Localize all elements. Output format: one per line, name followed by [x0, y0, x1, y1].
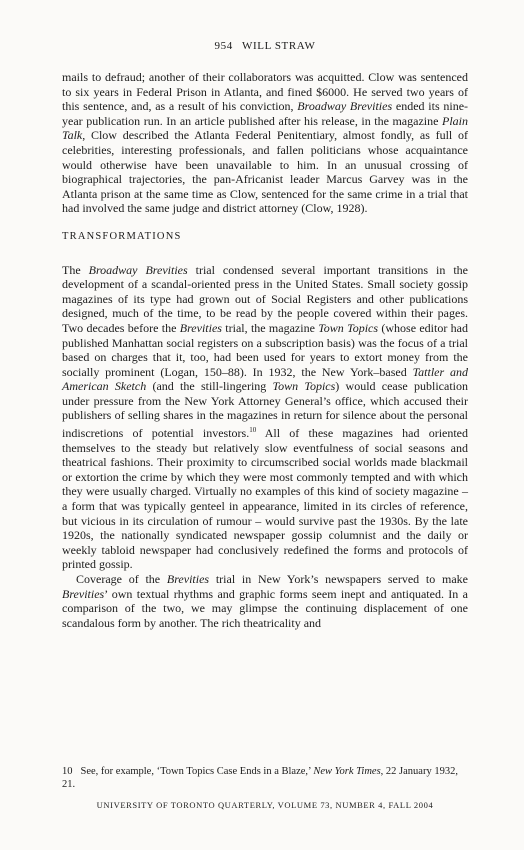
italic-title: Broadway Brevities	[88, 262, 188, 277]
section-heading: TRANSFORMATIONS	[62, 230, 182, 242]
footnote-reference[interactable]: 10	[249, 426, 257, 435]
italic-title: Brevities	[62, 586, 105, 601]
text-span: ) would cease publication under pressure from the New York Attorney General’s office, which accused their publishers of selling shares in the magazines in return for silence about the personal indiscretions of potential investors.	[62, 379, 468, 441]
italic-title: Tattler and American Sketch	[62, 364, 468, 394]
paragraph-1	[62, 70, 468, 216]
text-span: (and the still-lingering	[146, 379, 273, 394]
text-span: Coverage of the	[76, 572, 167, 586]
text-span: See, for example, ‘Town Topics Case Ends in a Blaze,’	[80, 766, 314, 777]
text-span: (whose editor had published Manhattan social registers on a subscription basis) was the focus of a trial based on charges that it, too, had been used for years to extort money from the socially prominent (Logan, 150–88). In 1932, the New York–based	[62, 320, 468, 379]
italic-title: Town Topics	[272, 379, 336, 394]
journal-page	[62, 0, 468, 850]
italic-title: Brevities	[179, 320, 222, 335]
italic-title: Town Topics	[318, 320, 379, 335]
text-span: , 22 January 1932, 21.	[62, 766, 458, 790]
paragraph-2	[62, 263, 468, 572]
text-span: mails to defraud; another of their collaborators was acquitted. Clow was sentenced to six years in Federal Prison in Atlanta, and fined $6000. He served two years of this sentence, and, as a result of his conviction,	[62, 70, 468, 114]
body-text	[62, 70, 468, 630]
italic-title: Broadway Brevities	[297, 99, 393, 114]
text-span: , Clow described the Atlanta Federal Penitentiary, almost fondly, as full of celebrities, interesting professionals, and fallen politicians whose acquaintance would otherwise have been unavailable to him. In an unusual crossing of biographical trajectories, the pan-Africanist leader Marcus Garvey was in the Atlanta prison at the same time as Clow, sentenced for the same crime in a trial that had involved the same judge and district attorney (Clow, 1928).	[62, 128, 468, 216]
running-title: WILL STRAW	[242, 40, 316, 52]
text-span: ended its nine-year publication run. In an article published after his release, in the magazine	[62, 99, 469, 128]
text-span: The	[62, 262, 89, 277]
footnote	[62, 765, 468, 791]
text-span: trial condensed several important transitions in the development of a scandal-oriented press in the United States. Small society gossip magazines of its type had grown out of Social Registers and other publications designed, much of the time, to be read by the people covered within their pages. Two decades before the	[62, 262, 469, 335]
text-span: All of these magazines had oriented themselves to the steady but relatively slow eventfulness of social seasons and theatrical fashions. Their proximity to circumscribed social worlds made blackmail or extortion the crime by which they were most commonly tempted and with which they were usually charged. Virtually no examples of this kind of society magazine – a form that was typically genteel in appearance, limited in its circles of reference, but vicious in its circulation of rumour – would survive past the 1930s. By the late 1920s, the nationally syndicated newspaper gossip columnist and the daily or weekly tabloid newspaper had conclusively redefined the forms and protocols of printed gossip.	[62, 426, 469, 572]
page-number: 954	[214, 40, 233, 52]
text-span: trial in New York’s newspapers served to make	[209, 572, 468, 586]
running-header	[62, 40, 468, 52]
italic-title: New York Times	[313, 766, 381, 777]
journal-footer: UNIVERSITY OF TORONTO QUARTERLY, VOLUME 73, NUMBER 4, FALL 2004	[96, 800, 434, 810]
text-span: ’ own textual rhythms and graphic forms seem inept and antiquated. In a comparison of the two, we may glimpse the continuing displacement of one scandalous form by another. The rich theatricality and	[62, 586, 468, 630]
paragraph-3	[62, 572, 468, 630]
italic-title: Plain Talk	[62, 113, 468, 143]
italic-title: Brevities	[166, 572, 210, 586]
text-span: trial, the magazine	[221, 320, 319, 335]
footnote-number: 10	[62, 766, 73, 777]
